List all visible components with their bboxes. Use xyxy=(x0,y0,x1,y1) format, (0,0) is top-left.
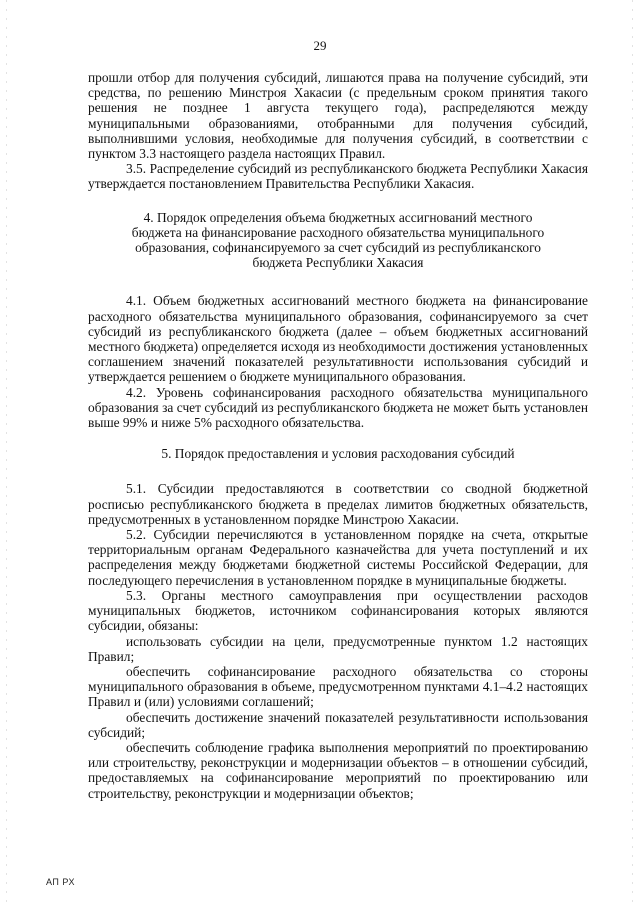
paragraph-continuation: прошли отбор для получения субсидий, лишаются права на получение субсидий, эти средства, по решению Минстроя Хакасии (с предельным сроком принятия такого решения не позднее 1 августа текущего года), распределяются между муниципальными образованиями, отобранными для получения субсидий, выполнившими условия, необходимые для получения субсидий, в соответствии с пунктом 3.3 настоящего раздела настоящих Правил. xyxy=(88,70,588,162)
right-scan-margin xyxy=(632,0,633,905)
paragraph-4-2: 4.2. Уровень софинансирования расходного обязательства муниципального образования за счет субсидий из республиканского бюджета не может быть установлен выше 99% и ниже 5% расходного обязательства. xyxy=(88,384,588,431)
section-heading-5: 5. Порядок предоставления и условия расходования субсидий xyxy=(161,446,515,462)
paragraph-5-3: 5.3. Органы местного самоуправления при осуществлении расходов муниципальных бюджетов, источником софинансирования которых являются субсидии, обязаны: xyxy=(88,587,588,634)
page-number: 29 xyxy=(313,38,327,53)
paragraph-5-2: 5.2. Субсидии перечисляются в установленном порядке на счета, открытые территориальным органам Федерального казначейства для учета поступлений и их распределения между бюджетами бюджетной системы Российской Федерации, для последующего перечисления в установленном порядке в муниципальные бюджеты. xyxy=(88,527,588,588)
paragraph-4-1: 4.1. Объем бюджетных ассигнований местного бюджета на финансирование расходного обязательства муниципального образования, софинансируемого за счет субсидий из республиканского бюджета (далее – объем бюджетных ассигнований местного бюджета) определяется исходя из необходимости достижения установленных соглашением значений показателей результативности использования субсидий и утверждается решением о бюджете муниципального образования. xyxy=(88,293,588,385)
section-heading-4: 4. Порядок определения объема бюджетных ассигнований местного бюджета на финансирование расходного обязательства муниципального образования, софинансируемого за счет субсидий из республиканского бюджета Республики Хакасия xyxy=(131,209,545,271)
footer-stamp-mark: АП РХ xyxy=(46,877,75,887)
document-body xyxy=(88,70,588,801)
obligation-item-4: обеспечить соблюдение графика выполнения мероприятий по проектированию или строительству, реконструкции и модернизации объектов – в отношении субсидий, предоставляемых на софинансирование мероприятий по проектированию или строительству, реконструкции и модернизации объектов; xyxy=(88,739,588,801)
paragraph-3-5: 3.5. Распределение субсидий из республиканского бюджета Республики Хакасия утверждается постановлением Правительства Республики Хакасия. xyxy=(88,161,588,192)
obligation-item-2: обеспечить софинансирование расходного обязательства со стороны муниципального образования в объеме, предусмотренном пунктами 4.1–4.2 настоящих Правил и (или) условиями соглашений; xyxy=(88,663,588,710)
paragraph-5-1: 5.1. Субсидии предоставляются в соответствии со сводной бюджетной росписью республиканского бюджета в пределах лимитов бюджетных обязательств, предусмотренных в установленном порядке Минстрою Хакасии. xyxy=(88,481,588,527)
obligation-item-1: использовать субсидии на цели, предусмотренные пунктом 1.2 настоящих Правил; xyxy=(88,633,588,664)
obligation-item-3: обеспечить достижение значений показателей результативности использования субсидий; xyxy=(88,709,588,740)
left-scan-margin xyxy=(6,0,7,905)
